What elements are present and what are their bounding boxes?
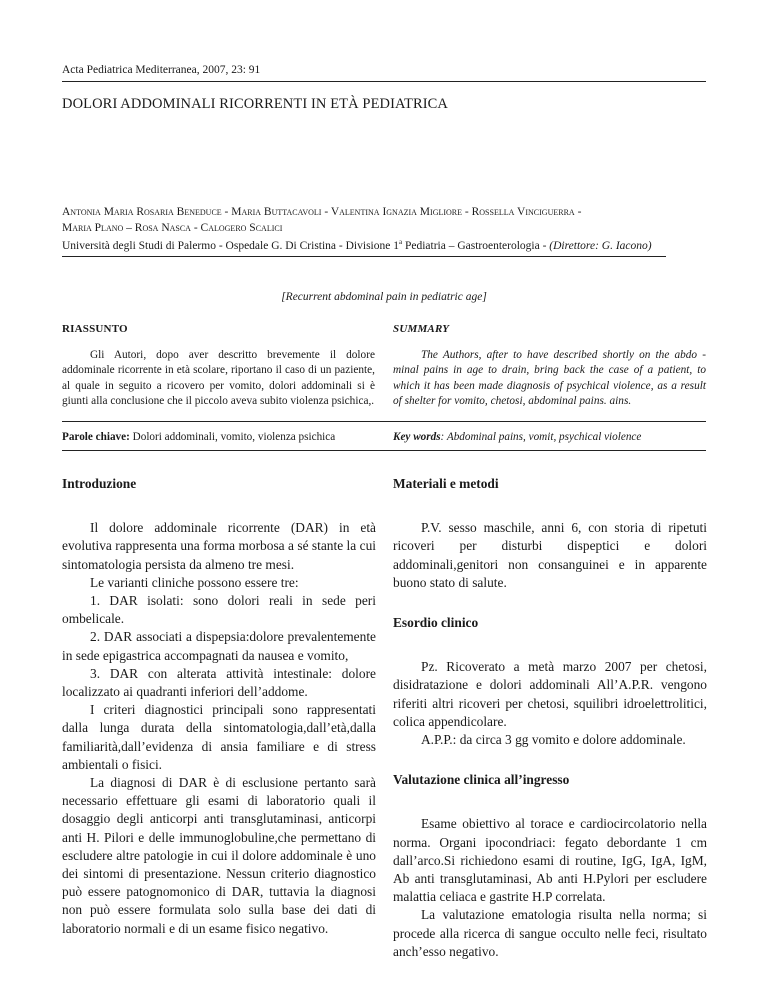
right-column [393, 475, 707, 961]
valutazione-paragraph-2: La valutazione ematologia risulta nella norma; si procede alla ricerca di sangue occulto nelle feci, risultato anch’esso negativo. [393, 907, 707, 959]
keywords-it-label: Parole chiave: [62, 431, 130, 443]
valutazione-heading: Valutazione clinica all’ingresso [393, 772, 570, 788]
riassunto-label: RIASSUNTO [62, 323, 128, 335]
intro-paragraph-4: 2. DAR associati a dispepsia:dolore prevalentemente in sede epigastrica accompagnati da nausea e vomito, [62, 629, 376, 663]
author-line-1: Antonia Maria Rosaria Beneduce - Maria Buttacavoli - Valentina Ignazia Migliore - Rossella Vinciguerra - [62, 206, 582, 218]
summary-paragraph: The Authors, after to have described shortly on the abdo - minal pains in age to drain, bring back the case of a patient, to which it has been made diagnosis of psychical violence, as a result of shelter for vomito, chetosi, abdominal pains. ains. [393, 349, 706, 408]
journal-header: Acta Pediatrica Mediterranea, 2007, 23: 91 [62, 64, 261, 76]
riassunto-paragraph: Gli Autori, dopo aver descritto brevemente il dolore addominale ricorrente in età scolare, riportano il caso di un paziente, al quale in seguito a ricovero per vomito, dolori addominali si è giunti alla conclusione che il piccolo aveva subito violenza psichica,. [62, 349, 375, 408]
keywords-it [62, 431, 335, 443]
left-column [62, 475, 376, 938]
affiliation-rest: Pediatria – Gastroenterologia - [402, 239, 550, 252]
affiliation-rule [62, 256, 666, 257]
affiliation-director: (Direttore: G. Iacono) [549, 239, 652, 252]
article-title: DOLORI ADDOMINALI RICORRENTI IN ETÀ PEDIATRICA [62, 96, 449, 112]
english-title: [Recurrent abdominal pain in pediatric age] [281, 291, 487, 303]
header-rule [62, 81, 706, 82]
esordio-paragraph-1: Pz. Ricoverato a metà marzo 2007 per chetosi, disidratazione e dolori addominali All’A.P.R. vengono riferiti altri ricoveri per chetosi, squilibri idroelettrolitici, colica appendicolare. [393, 659, 707, 729]
materiali-heading: Materiali e metodi [393, 476, 499, 491]
keywords-rule-bottom [62, 450, 706, 451]
valutazione-paragraph-1: Esame obiettivo al torace e cardiocircolatorio nella norma. Organi ipocondriaci: fegato debordante 1 cm dall’arco.Si richiedono esami di routine, IgG, IgA, IgM, Ab anti transglutaminasi, Ab anti H.Pylori per escludere malattia celiaca e gastrite H.P correlata. [393, 816, 707, 905]
keywords-rule-top [62, 421, 706, 422]
riassunto-text [62, 348, 375, 410]
intro-paragraph-2: Le varianti cliniche possono essere tre: [90, 574, 299, 590]
materiali-paragraph: P.V. sesso maschile, anni 6, con storia di ripetuti ricoveri per disturbi dispeptici e dolori addominali,genitori non consanguinei e in apparente buono stato di salute. [393, 520, 707, 590]
affiliation-main: Università degli Studi di Palermo - Ospedale G. Di Cristina - Divisione 1 [62, 239, 399, 252]
keywords-en [393, 431, 641, 443]
intro-paragraph-3: 1. DAR isolati: sono dolori reali in sede peri ombelicale. [62, 593, 376, 627]
summary-label: SUMMARY [393, 323, 450, 335]
affiliation-sup: a [398, 238, 403, 246]
intro-paragraph-1: Il dolore addominale ricorrente (DAR) in età evolutiva rappresenta una forma morbosa a sé stante la cui sintomatologia persista da almeno tre mesi. [62, 520, 376, 572]
summary-text [393, 348, 706, 410]
affiliation [62, 238, 652, 252]
intro-paragraph-5: 3. DAR con alterata attività intestinale: dolore localizzato ai quadranti inferiori dell’addome. [62, 665, 376, 700]
keywords-it-text: Dolori addominali, vomito, violenza psichica [129, 431, 336, 443]
intro-paragraph-6: I criteri diagnostici principali sono rappresentati dalla lunga durata della sintomatologia,dall’età,dalla familiarità,dall’evidenza di ansia familiare e di stress ambientali o fisici. [62, 702, 376, 772]
keywords-en-label: Key words [393, 431, 441, 443]
author-line-2: Maria Plano – Rosa Nasca - Calogero Scalici [62, 222, 283, 234]
esordio-heading: Esordio clinico [393, 615, 479, 631]
keywords-en-text: : Abdominal pains, vomit, psychical violence [440, 431, 642, 443]
esordio-paragraph-2: A.P.P.: da circa 3 gg vomito e dolore addominale. [421, 732, 686, 748]
introduzione-heading: Introduzione [62, 476, 137, 491]
intro-paragraph-7: La diagnosi di DAR è di esclusione pertanto sarà necessario effettuare gli esami di laboratorio quali il dosaggio degli anticorpi anti transglutaminasi, anticorpi anti H. Pilori e delle immunoglobuline,che permettano di escludere altre patologie in cui il dolore addominale è uno dei sintomi di presentazione. Nessun criterio diagnostico può essere patognomonico di DAR, tuttavia la diagnosi non può essere formulata solo sulla base dei dati di laboratorio normali e di un esame fisico negativo. [62, 775, 376, 936]
